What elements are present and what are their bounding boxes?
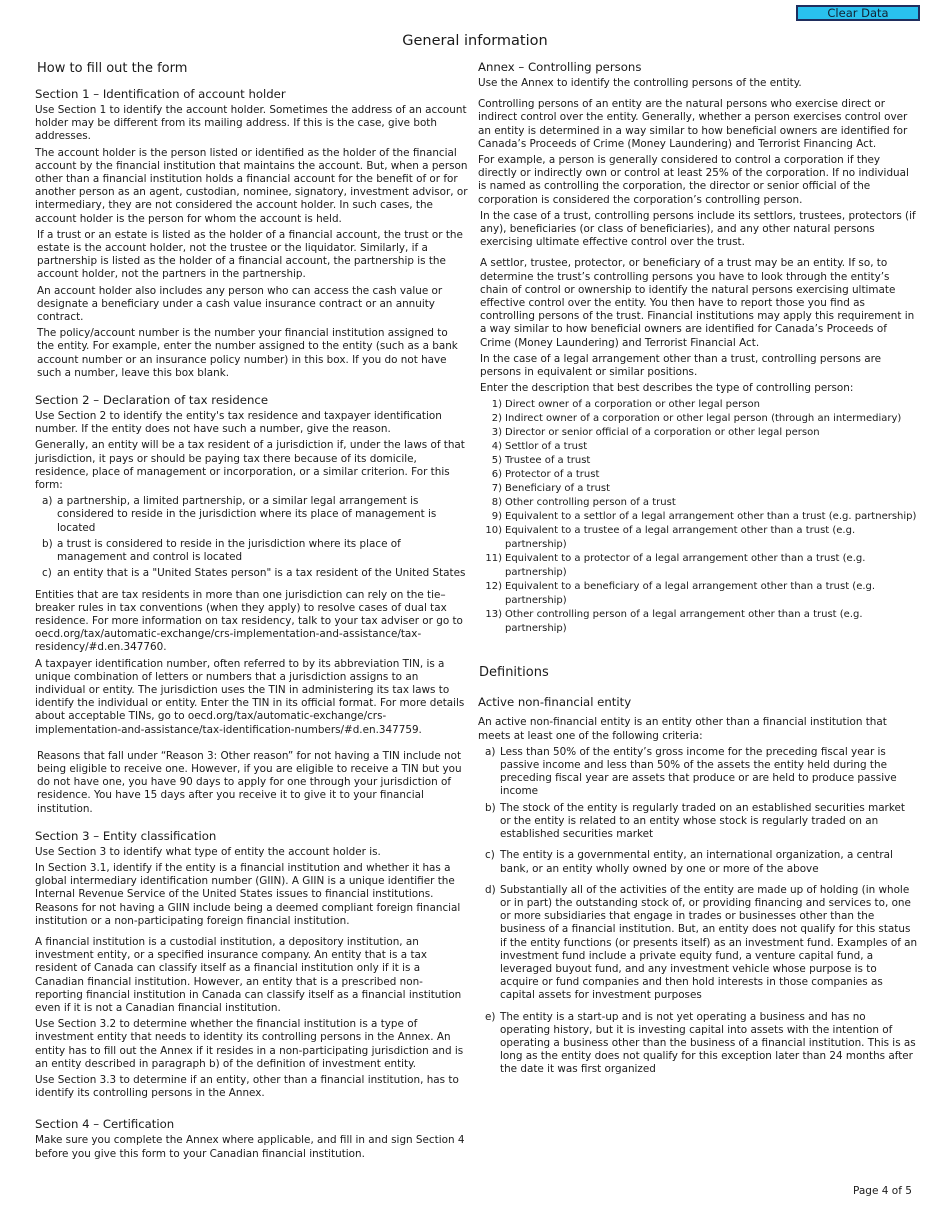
section-2-paragraph: A taxpayer identification number, often referred to by its abbreviation TIN, is a unique combination of letters or numbers that a jurisdiction assigns to an individual or entity. The jurisdiction uses the TIN in administering its tax laws to identify the individual or entity. Enter the TIN in its official format. For more details about acceptable TINs, go to oecd.org/tax/automatic-exchange/crs-implementation-and-assistance/tax-identification-numbers/#d.en.347759. [35, 657, 465, 736]
annex-paragraph: A settlor, trustee, protector, or beneficiary of a trust may be an entity. If so, to determine the trust’s controlling persons you have to look through the entity’s chain of control or ownership to identify the natural persons exercising ultimate effective control over the entity. You then have to report those you find as controlling persons of the trust. Financial institutions may apply this requirement in a way similar to how beneficial owners are identified for Canada’s Proceeds of Crime (Money Laundering) and Terrorist Financial Act. [480, 257, 915, 349]
section-1-paragraph: The account holder is the person listed or identified as the holder of the financial account by the financial institution that maintains the account. But, when a person other than a financial institution holds a financial account for the benefit of or for another person as an agent, custodian, nominee, signatory, investment advisor, or intermediary, they are not considered the account holder. In such cases, the account holder is the person for whom the account is held. [35, 146, 468, 225]
active-nfe-criteria [478, 746, 918, 1077]
section-1-paragraph: If a trust or an estate is listed as the holder of a financial account, the trust or the estate is the account holder, not the trustee or the liquidator. Similarly, if a partnership is listed as the holder of a financial account, the partnership is the account holder, not the partners in the partnership. [37, 228, 463, 281]
list-item: e) The entity is a start-up and is not yet operating a business and has no operating history, but it is investing capital into assets with the intention of operating a business other than the business of a financial institution. This is as long as the entity does not qualify for this exception later than 24 months after the date it was first organized [485, 1010, 916, 1076]
clear-data-button[interactable]: Clear Data [796, 5, 920, 21]
page-number: Page 4 of 5 [853, 1185, 912, 1197]
list-item: 11) Equivalent to a protector of a legal arrangement other than a trust (e.g. partnership) [485, 553, 866, 579]
annex-paragraph: Controlling persons of an entity are the natural persons who exercise direct or indirect control over the entity. Generally, whether a person exercises control over an entity is determined in a way similar to how beneficial owners are identified for Canada’s Proceeds of Crime (Money Laundering) and Terrorist Financing Act. [478, 98, 908, 150]
section-2-paragraph: Entities that are tax residents in more than one jurisdiction can rely on the tie–breaker rules in tax conventions (when they apply) to resolve cases of dual tax residence. For more information on tax residency, talk to your tax adviser or go to oecd.org/tax/automatic-exchange/crs-implementation-and-assistance/tax-residency/#d.en.347760. [35, 588, 463, 654]
section-3-paragraph: A financial institution is a custodial institution, a depository institution, an investment entity, or a specified insurance company. An entity that is a tax resident of Canada can classify itself as a financial institution only if it is a Canadian financial institution. However, an entity that is a prescribed non-reporting financial institution in Canada can classify itself as a financial institution even if it is not a Canadian financial institution. [35, 935, 462, 1014]
right-column [478, 60, 918, 1080]
list-item: b) a trust is considered to reside in the jurisdiction where its place of management and control is located [42, 537, 401, 564]
list-item: c) The entity is a governmental entity, an international organization, a central bank, or an entity wholly owned by one or more of the above [485, 849, 893, 875]
annex-paragraph: In the case of a trust, controlling persons include its settlors, trustees, protectors (if any), beneficiaries (or class of beneficiaries), and any other natural persons exercising ultimate effective control over the trust. [480, 209, 916, 249]
section-4-heading: Section 4 – Certification [35, 1117, 175, 1132]
section-3-paragraph: Use Section 3.2 to determine whether the financial institution is a type of investment entity that needs to identity its controlling persons in the Annex. An entity has to fill out the Annex if it resides in a non-participating jurisdiction and is an entity described in paragraph b) of the definition of investment entity. [35, 1018, 464, 1070]
annex-heading: Annex – Controlling persons [478, 60, 642, 74]
list-item: 8) Other controlling person of a trust [491, 497, 676, 509]
section-2-paragraph: Reasons that fall under “Reason 3: Other reason” for not having a TIN include not being eligible to receive one. However, if you are eligible to receive a TIN but you do not have one, you have 90 days to apply for one through your jurisdiction of residence. You have 15 days after you receive it to give it to your financial institution. [37, 749, 462, 815]
section-1-heading: Section 1 – Identification of account holder [35, 87, 286, 101]
list-item: d) Substantially all of the activities of the entity are made up of holding (in whole or in part) the outstanding stock of, or providing financing and services to, one or more subsidiaries that engage in trades or businesses other than the business of a financial institution. But, an entity does not qualify for this status if the entity functions (or presents itself) as an investment fund. Examples of an investment fund include a private equity fund, a venture capital fund, a leveraged buyout fund, and any investment vehicle whose purpose is to acquire or fund companies and then hold interests in those companies as capital assets for investment purposes [485, 883, 918, 1002]
page-title: General information [402, 33, 548, 49]
definitions-paragraph: An active non-financial entity is an entity other than a financial institution that meets at least one of the following criteria: [478, 716, 887, 742]
left-column [35, 60, 468, 1164]
annex-paragraph: Enter the description that best describes the type of controlling person: [480, 382, 854, 395]
section-2-paragraph: Use Section 2 to identify the entity's tax residence and taxpayer identification number. If the entity does not have such a number, give the reason. [35, 410, 442, 436]
section-2-heading: Section 2 – Declaration of tax residence [35, 393, 269, 408]
list-item: b) The stock of the entity is regularly traded on an established securities market or the entity is related to an entity whose stock is regularly traded on an established securities market [485, 801, 905, 841]
section-1-paragraph: Use Section 1 to identify the account holder. Sometimes the address of an account holder may be different from its mailing address. If this is the case, give both addresses. [35, 104, 467, 143]
section-3-paragraph: Use Section 3.3 to determine if an entity, other than a financial institution, has to identify its controlling persons in the Annex. [35, 1074, 459, 1100]
list-item: 1) Direct owner of a corporation or other legal person [491, 399, 760, 411]
annex-paragraph: In the case of a legal arrangement other than a trust, controlling persons are persons in equivalent or similar positions. [480, 352, 882, 379]
section-4-paragraph: Make sure you complete the Annex where applicable, and fill in and sign Section 4 before you give this form to your Canadian financial institution. [35, 1134, 465, 1160]
annex-paragraph: Use the Annex to identify the controlling persons of the entity. [478, 77, 802, 89]
list-item: 9) Equivalent to a settlor of a legal arrangement other than a trust (e.g. partnership) [491, 511, 917, 523]
controlling-person-types [478, 398, 918, 636]
list-item: 12) Equivalent to a beneficiary of a legal arrangement other than a trust (e.g. partnership) [485, 581, 876, 607]
list-item: 10) Equivalent to a trustee of a legal arrangement other than a trust (e.g. partnership) [485, 525, 856, 551]
section-3-paragraph: In Section 3.1, identify if the entity is a financial institution and whether it has a global intermediary identification number (GIIN). A GIIN is a unique identifier the Internal Revenue Service of the United States issues to financial institutions. Reasons for not having a GIIN include being a deemed compliant foreign financial institution or a non-participating foreign financial institution. [35, 861, 461, 927]
section-3-heading: Section 3 – Entity classification [35, 828, 217, 843]
list-item: 13) Other controlling person of a legal arrangement other than a trust (e.g. partnership) [485, 609, 863, 635]
how-to-fill-heading: How to fill out the form [37, 61, 188, 76]
definitions-heading: Definitions [479, 665, 549, 681]
list-item: 7) Beneficiary of a trust [491, 483, 611, 495]
list-item: a) Less than 50% of the entity’s gross income for the preceding fiscal year is passive income and less than 50% of the assets the entity held during the preceding fiscal year are assets that produce or are held to produce passive income [485, 745, 897, 798]
section-1-paragraph: An account holder also includes any person who can access the cash value or designate a beneficiary under a cash value insurance contract or an annuity contract. [37, 284, 443, 324]
section-1-paragraph: The policy/account number is the number your financial institution assigned to the entity. For example, enter the number assigned to the entity (such as a bank account number or an insurance policy number) in this box. If you do not have such a number, leave this box blank. [37, 327, 458, 379]
list-item: c) an entity that is a "United States person" is a tax resident of the United States [42, 567, 466, 580]
annex-paragraph: For example, a person is generally considered to control a corporation if they directly or indirectly own or control at least 25% of the corporation. If no individual is named as controlling the corporation, the director or senior official of the corporation is considered the corporation’s controlling person. [478, 154, 909, 206]
section-2-list [35, 495, 468, 580]
list-item: 4) Settlor of a trust [491, 441, 588, 453]
list-item: a) a partnership, a limited partnership, or a similar legal arrangement is considered to reside in the jurisdiction where its place of management is located [42, 495, 437, 534]
section-3-paragraph: Use Section 3 to identify what type of entity the account holder is. [35, 845, 381, 858]
active-nfe-heading: Active non-financial entity [478, 695, 632, 710]
list-item: 3) Director or senior official of a corporation or other legal person [491, 427, 820, 439]
list-item: 2) Indirect owner of a corporation or other legal person (through an intermediary) [491, 413, 902, 425]
list-item: 5) Trustee of a trust [491, 455, 591, 467]
list-item: 6) Protector of a trust [491, 469, 600, 481]
section-2-paragraph: Generally, an entity will be a tax resident of a jurisdiction if, under the laws of that jurisdiction, it pays or should be paying tax there because of its domicile, residence, place of management or incorporation, or a similar criterion. For this form: [35, 439, 465, 492]
